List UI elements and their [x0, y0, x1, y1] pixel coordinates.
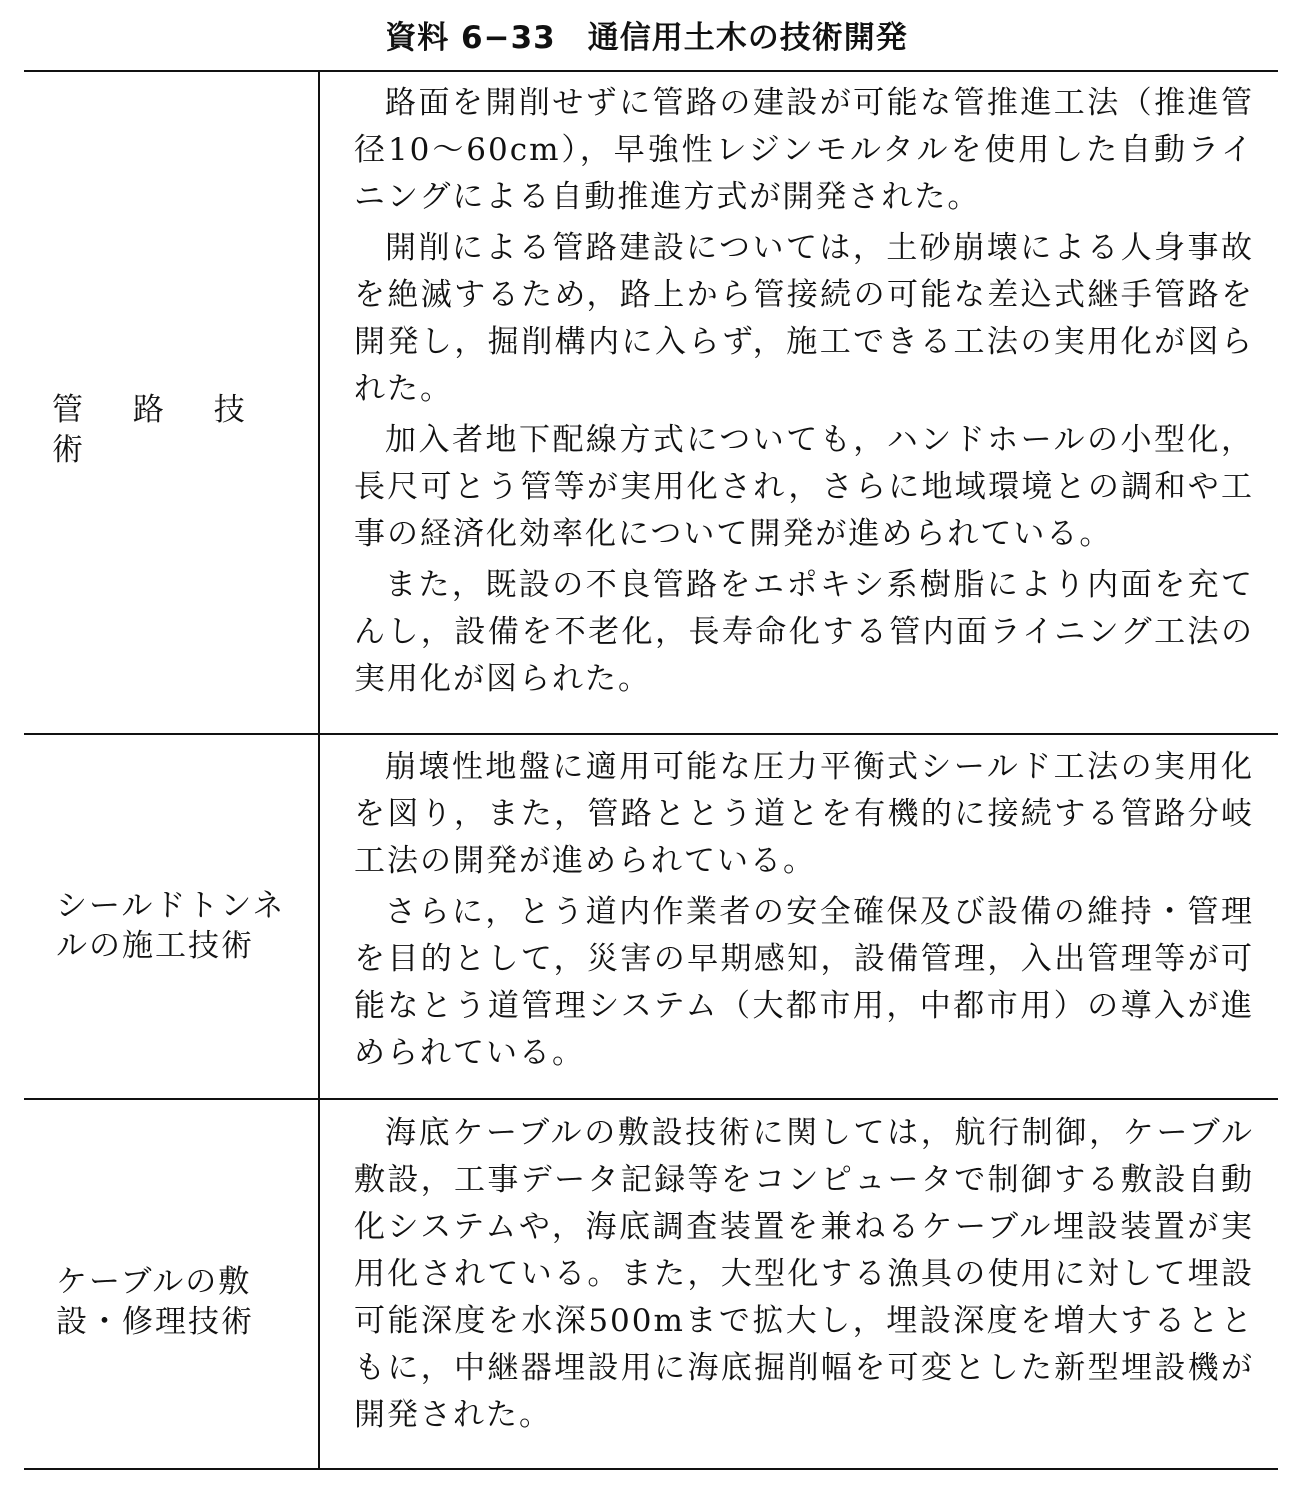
paragraph: 海底ケーブルの敷設技術に関しては，航行制御，ケーブル敷設，工事データ記録等をコンピュータで制御する敷設自動化システムや，海底調査装置を兼ねるケーブル埋設装置が実用化されている。また，大型化する漁具の使用に対して埋設可能深度を水深500mまで拡大し，埋設深度を増大するとともに，中継器埋設用に海底掘削幅を可変とした新型埋設機が開発された。	[354, 1115, 1254, 1433]
column-divider-3	[318, 1100, 320, 1468]
row-divider-2	[24, 1098, 1278, 1100]
paragraph: 開削による管路建設については，土砂崩壊による人身事故を絶滅するため，路上から管接続の可能な差込式継手管路を開発し，掘削構内に入らず，施工できる工法の実用化が図られた。	[354, 230, 1254, 407]
page-title: 資料 6−33 通信用土木の技術開発	[385, 20, 908, 56]
paragraph: 路面を開削せずに管路の建設が可能な管推進工法（推進管径10〜60cm），早強性レジンモルタルを使用した自動ライニングによる自動推進方式が開発された。	[354, 85, 1254, 215]
table-bottom-rule	[24, 1468, 1278, 1470]
row-label-pipeline-technology: 管 路 技 術	[52, 392, 265, 468]
row-label-cable-laying: ケーブルの敷設・修理技術	[56, 1264, 254, 1340]
row-divider-1	[24, 733, 1278, 735]
paragraph: 崩壊性地盤に適用可能な圧力平衡式シールド工法の実用化を図り，また，管路ととう道とを有機的に接続する管路分岐工法の開発が進められている。	[354, 749, 1254, 879]
paragraph: さらに，とう道内作業者の安全確保及び設備の維持・管理を目的として，災害の早期感知，設備管理，入出管理等が可能なとう道管理システム（大都市用，中都市用）の導入が進められている。	[354, 894, 1254, 1071]
column-divider-2	[318, 735, 320, 1098]
paragraph: 加入者地下配線方式についても，ハンドホールの小型化，長尺可とう管等が実用化され，さらに地域環境との調和や工事の経済化効率化について開発が進められている。	[354, 422, 1254, 552]
row-body-shield-tunnel	[354, 744, 1254, 1077]
row-label-shield-tunnel: シールドトンネルの施工技術	[56, 888, 286, 964]
table-top-rule	[24, 70, 1278, 72]
paragraph: また，既設の不良管路をエポキシ系樹脂により内面を充てんし，設備を不老化，長寿命化する管内面ライニング工法の実用化が図られた。	[354, 567, 1254, 697]
row-body-pipeline-technology	[354, 80, 1254, 703]
row-body-cable-laying	[354, 1110, 1254, 1439]
